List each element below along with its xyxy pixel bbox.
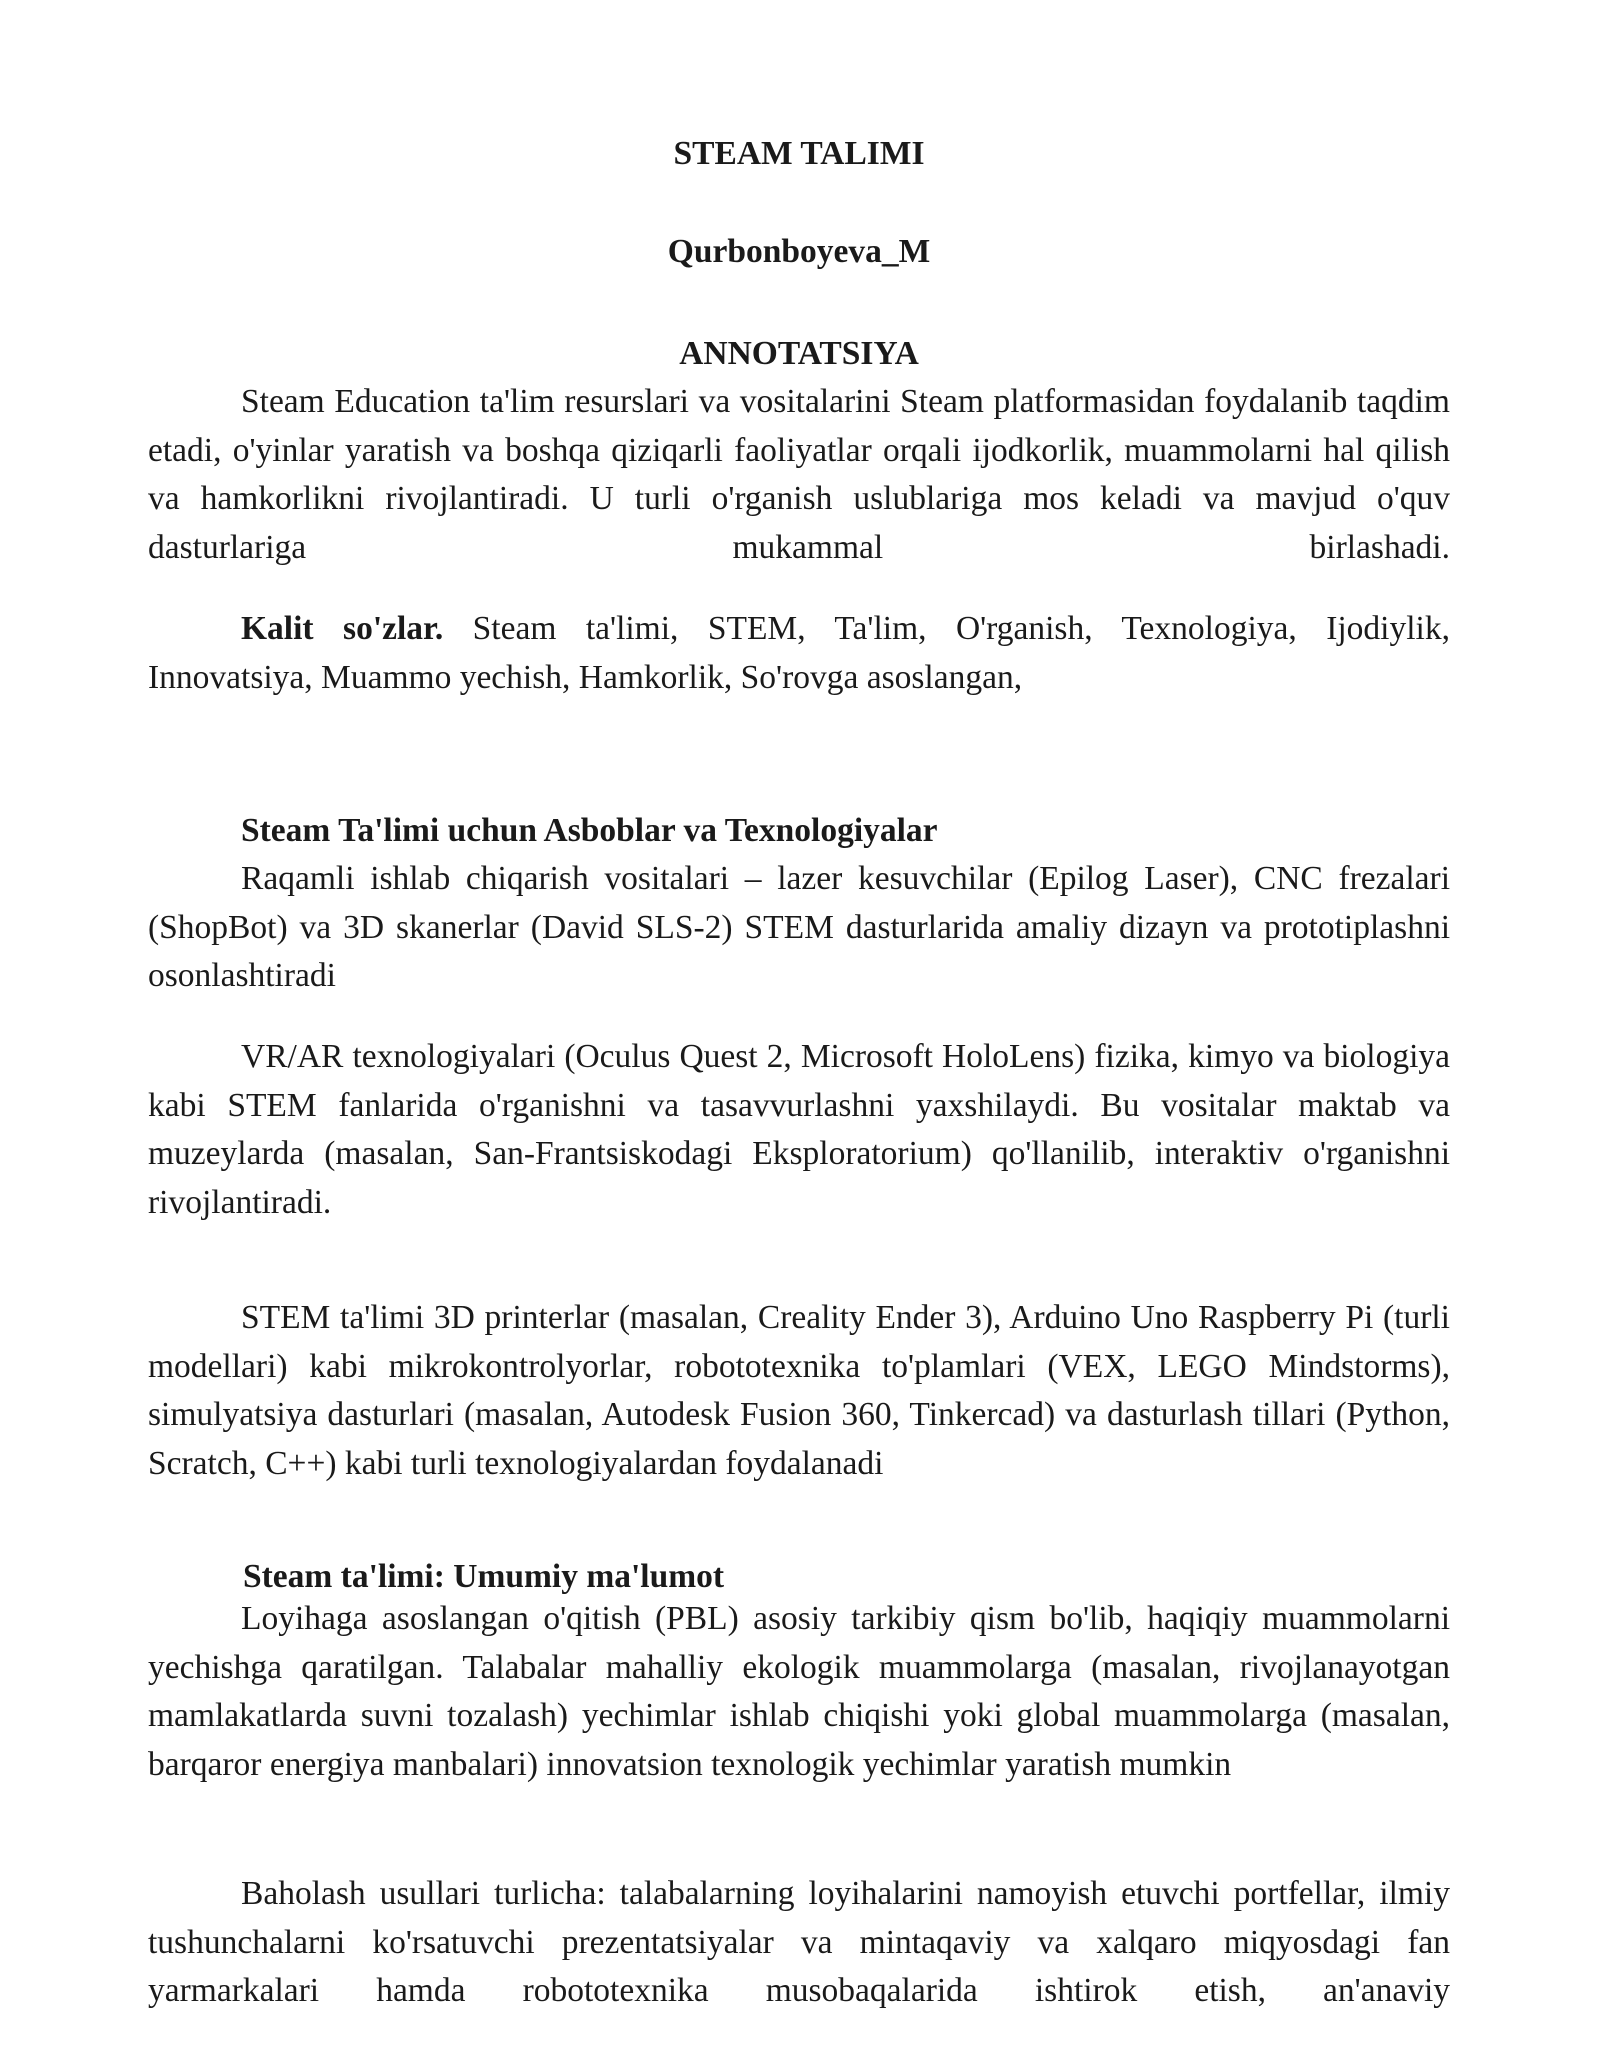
tools-paragraph-2: VR/AR texnologiyalari (Oculus Quest 2, Microsoft HoloLens) fizika, kimyo va biologiya kabi STEM fanlarida o'rganishni va tasavvurlashni yaxshilaydi. Bu vositalar maktab va muzeylarda (masalan, San-Frantsiskodagi Eksploratorium) qo'llanilib, interaktiv o'rganishni rivojlantiradi. — [148, 1038, 1450, 1221]
overview-paragraph-1-block — [148, 1595, 1450, 1789]
tools-paragraph-1: Raqamli ishlab chiqarish vositalari – lazer kesuvchilar (Epilog Laser), CNC frezalari (ShopBot) va 3D skanerlar (David SLS-2) STEM dasturlarida amaliy dizayn va prototiplashni osonlashtiradi — [148, 860, 1450, 994]
document-title: STEAM TALIMI — [673, 135, 925, 172]
overview-paragraph-2-block — [148, 1870, 1450, 2016]
tools-paragraph-3-block — [148, 1294, 1450, 1488]
tools-paragraph-2-block — [148, 1033, 1450, 1227]
tools-paragraph-3: STEM ta'limi 3D printerlar (masalan, Creality Ender 3), Arduino Uno Raspberry Pi (turli modellari) kabi mikrokontrolyorlar, robototexnika to'plamlari (VEX, LEGO Mindstorms), simulyatsiya dasturlari (masalan, Autodesk Fusion 360, Tinkercad) va dasturlash tillari (Python, Scratch, C++) kabi turli texnologiyalardan foydalanadi — [148, 1299, 1450, 1482]
keywords-block — [148, 605, 1450, 702]
author-name: Qurbonboyeva_M — [667, 233, 931, 270]
overview-paragraph-2: Baholash usullari turlicha: talabalarning loyihalarini namoyish etuvchi portfellar, ilmiy tushunchalarni ko'rsatuvchi prezentatsiyalar va mintaqaviy va xalqaro miqyosdagi fan yarmarkalari hamda robototexnika musobaqalarida ishtirok etish, an'anaviy — [148, 1875, 1450, 2009]
tools-paragraph-1-block — [148, 855, 1450, 1001]
annotation-block — [148, 378, 1450, 572]
document-page — [148, 0, 1450, 2070]
overview-paragraph-1: Loyihaga asoslangan o'qitish (PBL) asosiy tarkibiy qism bo'lib, haqiqiy muammolarni yechishga qaratilgan. Talabalar mahalliy ekologik muammolarga (masalan, rivojlanayotgan mamlakatlarda suvni tozalash) yechimlar ishlab chiqishi yoki global muammolarga (masalan, barqaror energiya manbalari) innovatsion texnologik yechimlar yaratish mumkin — [148, 1600, 1450, 1783]
section-heading-tools: Steam Ta'limi uchun Asboblar va Texnologiyalar — [241, 812, 938, 849]
keywords-text: Steam ta'limi, STEM, Ta'lim, O'rganish, Texnologiya, Ijodiylik, Innovatsiya, Muammo yechish, Hamkorlik, So'rovga asoslangan, — [148, 610, 1450, 696]
section-heading-overview: Steam ta'limi: Umumiy ma'lumot — [243, 1558, 725, 1595]
annotation-heading: ANNOTATSIYA — [679, 335, 919, 372]
keywords-paragraph — [148, 605, 1450, 702]
annotation-paragraph: Steam Education ta'lim resurslari va vositalarini Steam platformasidan foydalanib taqdim etadi, o'yinlar yaratish va boshqa qiziqarli faoliyatlar orqali ijodkorlik, muammolarni hal qilish va hamkorlikni rivojlantiradi. U turli o'rganish uslublariga mos keladi va mavjud o'quv dasturlariga mukammal birlashadi. — [148, 383, 1450, 566]
keywords-label: Kalit so'zlar. — [241, 610, 444, 647]
